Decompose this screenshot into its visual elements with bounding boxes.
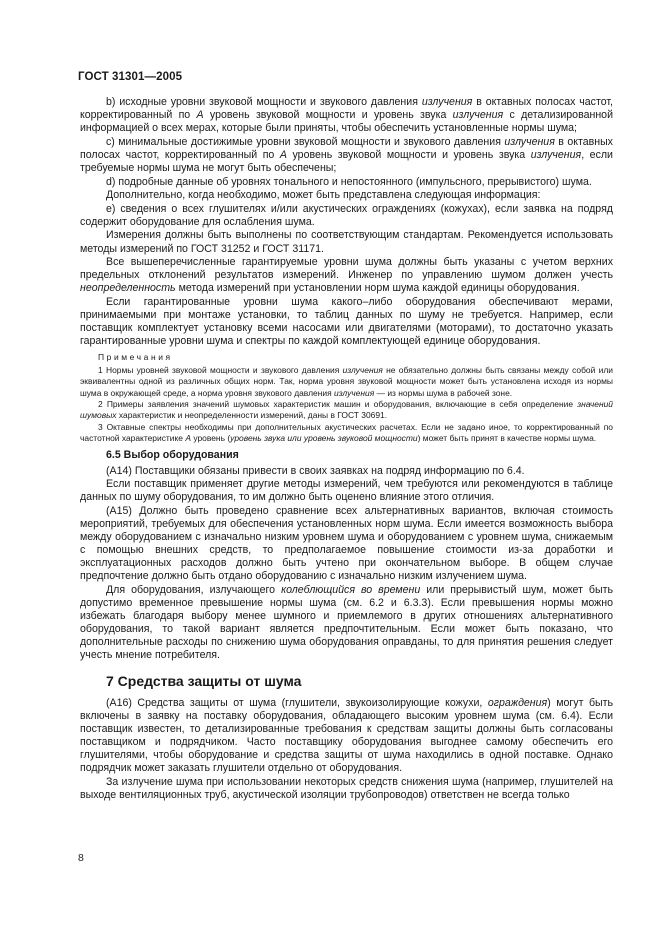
paragraph-guarantees: Все вышеперечисленные гарантируемые уровни шума должны быть указаны с учетом верхних предельных отклонений результатов измерений. Инженер по управлению шумом должен учесть неопределенность метода измерений при установлении норм шума каждой единицы оборудования. bbox=[80, 256, 613, 295]
note-1: 1 Нормы уровней звуковой мощности и звукового давления излучения не обязательно должны быть связаны между собой или эквивалентны одной из различных общих норм. Так, норма уровня звуковой мощности может быть установлена исходя из нормы шума в окружающей среде, а норма уровня звукового давления излучения — из нормы шума в рабочей зоне. bbox=[80, 364, 613, 398]
paragraph-other-methods: Если поставщик применяет другие методы измерений, чем требуются или рекомендуются в таблице данных по шуму оборудования, то им должно быть оценено влияние этого отличия. bbox=[80, 478, 613, 504]
note-3: 3 Октавные спектры необходимы при дополнительных акустических расчетах. Если не задано иное, то корректированный по частотной характеристике А уровень (уровень звука или уровень звуковой мощности) может быть принят в качестве нормы шума. bbox=[80, 421, 613, 444]
paragraph-fluctuating-noise: Для оборудования, излучающего колеблющийся во времени или прерывистый шум, может быть допустимо временное превышение нормы шума (см. 6.2 и 6.3.3). Если превышения нормы можно избежать благодаря выбору менее шумного и приемлемого в других отношениях альтернативного оборудования, то такой вариант является предпочтительным. Если может быть показано, что дополнительные расходы по снижению шума оборудования оправданы, то для принятия решения следует учесть мнение потребителя. bbox=[80, 583, 613, 662]
extra-info: Дополнительно, когда необходимо, может быть представлена следующая информация: bbox=[106, 189, 541, 202]
list-item-d: d) подробные данные об уровнях тонального и непостоянного (импульсного, прерывистого) шума. bbox=[106, 175, 592, 188]
page-number: 8 bbox=[78, 852, 84, 864]
list-item-e: e) сведения о всех глушителях и/или акустических ограждениях (кожухах), если заявка на подряд содержит оборудование для ослабления шума. bbox=[80, 202, 613, 228]
section-7-heading: 7 Средства защиты от шума bbox=[106, 672, 302, 689]
paragraph-a15: (A15) Должно быть проведено сравнение всех альтернативных вариантов, включая стоимость мероприятий, требуемых для обеспечения установленных норм шума. Если имеется возможность выбора между оборудованием с изначально низким уровнем шума и оборудованием с уровнем шума, снижаемым с помощью внешних средств, то предполагаемое повышение стоимости из-за доработки и эксплуатационных расходов должно быть учтено при окончательном выборе. В общем случае предпочтение должно быть отдано оборудованию с изначально низким излучением шума. bbox=[80, 504, 613, 583]
paragraph-installation: Если гарантированные уровни шума какого–либо оборудования обеспечивают мерами, принимаемыми при монтаже установки, то таблиц данных по шуму не требуется. Например, если поставщик комплектует установку всеми насосами или двигателями (моторами), то достаточно указать гарантированные уровни шума и спектры по каждой комплектующей единице оборудования. bbox=[80, 295, 613, 348]
paragraph-a16: (A16) Средства защиты от шума (глушители, звукоизолирующие кожухи, ограждения) могут быть включены в заявку на поставку оборудования, обладающего высоким уровнем шума (см. 6.4). Если поставщик известен, то детализированные требования к средствам защиты должны быть согласованы поставщиком и подрядчиком. Часто поставщику оборудования выгоднее самому обеспечить его глушителями, чтобы оборудование и средства защиты от шума находились в одной поставке. Однако подрядчик может заказать глушители отдельно от оборудования. bbox=[80, 696, 613, 775]
paragraph-responsibility: За излучение шума при использовании некоторых средств снижения шума (например, глушителей на выходе вентиляционных труб, акустической изоляции трубопроводов) ответствен не всегда только bbox=[80, 775, 613, 801]
notes-title: Примечания bbox=[98, 352, 173, 363]
document-header: ГОСТ 31301—2005 bbox=[78, 71, 183, 83]
list-item-b: b) исходные уровни звуковой мощности и звукового давления излучения в октавных полосах частот, корректированный по А уровень звуковой мощности и уровень звука излучения с детализированной информацией о всех мерах, которые были приняты, чтобы обеспечить установленные нормы шума; bbox=[80, 96, 613, 135]
list-item-c: c) минимальные достижимые уровни звуковой мощности и звукового давления излучения в октавных полосах частот, корректированный по А уровень звуковой мощности и уровень звука излучения, если требуемые нормы шума не могут быть обеспечены; bbox=[80, 135, 613, 174]
paragraph-measurements: Измерения должны быть выполнены по соответствующим стандартам. Рекомендуется использовать методы измерений по ГОСТ 31252 и ГОСТ 31171. bbox=[80, 229, 613, 255]
notes-block bbox=[80, 352, 613, 444]
note-2: 2 Примеры заявления значений шумовых характеристик машин и оборудования, включающие в себя определение значений шумовых характеристик и неопределенности измерений, даны в ГОСТ 30691. bbox=[80, 398, 613, 421]
document-body bbox=[80, 96, 613, 802]
section-6-5-heading: 6.5 Выбор оборудования bbox=[106, 448, 239, 461]
paragraph-a14: (A14) Поставщики обязаны привести в своих заявках на подряд информацию по 6.4. bbox=[106, 464, 525, 477]
